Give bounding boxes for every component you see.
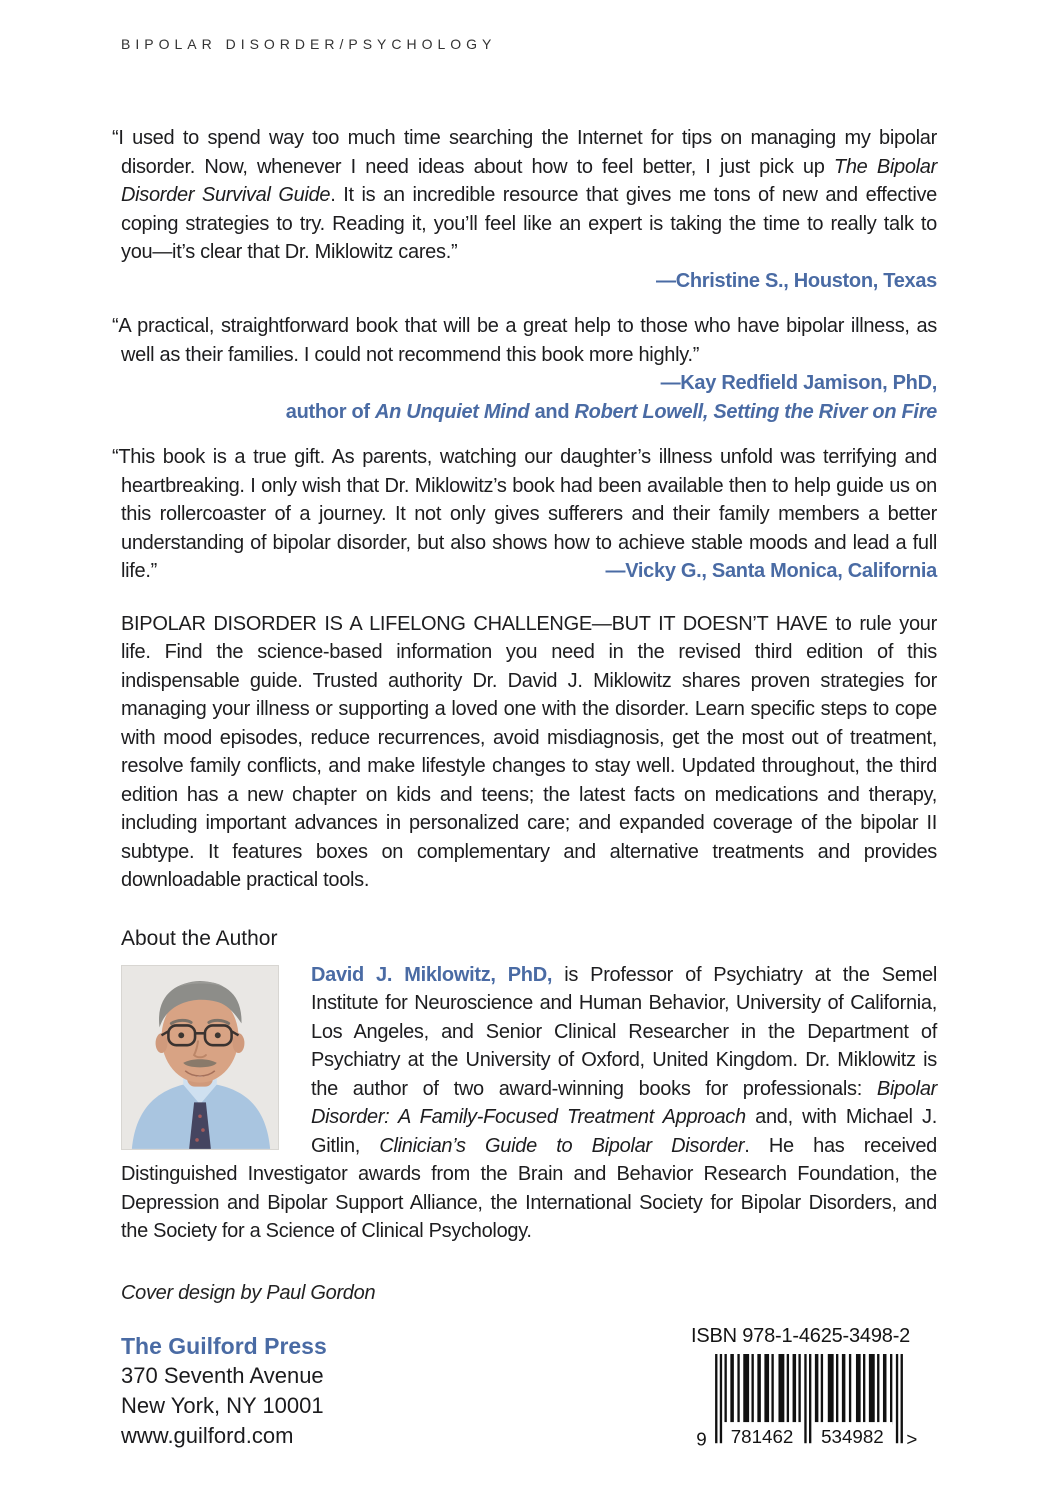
testimonial-1	[112, 124, 937, 295]
author-bio-text: David J. Miklowitz, PhD, is Professor of Psychiatry at the Semel Institute for Neuroscience and Human Behavior, University of California, Los Angeles, and Senior Clinical Researcher in the Department of Psychiatry at the University of Oxford, United Kingdom. Dr. Miklowitz is the author of two award-winning books for professionals: Bipolar Disorder: A Family-Focused Treatment Approach and, with Michael J. Gitlin, Clinician’s Guide to Bipolar Disorder. He has received Distinguished Investigator awards from the Brain and Behavior Research Foundation, the Depression and Bipolar Support Alliance, the International Society for Bipolar Disorders, and the Society for a Science of Clinical Psychology.	[121, 963, 937, 1242]
publisher-address-line2: New York, NY 10001	[121, 1393, 324, 1418]
about-the-author-section	[121, 925, 937, 1246]
testimonial-1-text: “I used to spend way too much time searching the Internet for tips on managing my bipolar disorder. Now, whenever I need ideas about how to feel better, I just pick up The Bipolar Disorder Survival Guide. It is an incredible resource that gives me tons of new and effective coping strategies to try. Reading it, you’ll feel like an expert is taking the time to really talk to you—it’s clear that Dr. Miklowitz cares.”	[112, 127, 937, 263]
testimonial-3-attribution: —Vicky G., Santa Monica, California	[605, 560, 937, 582]
testimonial-3	[112, 443, 937, 586]
category-header: BIPOLAR DISORDER/PSYCHOLOGY	[121, 36, 497, 52]
testimonial-1-attribution: —Christine S., Houston, Texas	[656, 269, 937, 292]
barcode-digit-group1: 781462	[730, 1426, 794, 1448]
isbn-block	[691, 1325, 937, 1462]
publisher-name: The Guilford Press	[121, 1333, 327, 1359]
book-description: BIPOLAR DISORDER IS A LIFELONG CHALLENGE—BUT IT DOESN’T HAVE to rule your life. Find the science-based information you need in the revised third edition of this indispensable guide. Trusted authority Dr. David J. Miklowitz shares proven strategies for managing your illness or supporting a loved one with the disorder. Learn specific steps to cope with mood episodes, reduce recurrences, avoid misdiagnosis, get the most out of treatment, resolve family conflicts, and make lifestyle changes to stay well. Updated throughout, the third edition has a new chapter on kids and teens; the latest facts on medications and therapy, including important advances in personalized care; and expanded coverage of the bipolar II subtype. It features boxes on complementary and alternative treatments and provides downloadable practical tools.	[121, 612, 937, 891]
footer-row	[121, 1325, 937, 1462]
testimonial-2-attribution-line2: author of An Unquiet Mind and Robert Lowell, Setting the River on Fire	[285, 400, 937, 423]
barcode	[693, 1354, 925, 1462]
testimonial-2	[112, 312, 937, 426]
barcode-digit-group2: 534982	[821, 1426, 884, 1448]
publisher-block	[121, 1331, 327, 1451]
testimonial-3-quote: “This book is a true gift. As parents, watching our daughter’s illness unfold was terrifying and heartbreaking. I only wish that Dr. Miklowitz’s book had been available then to help guide us on this rollercoaster of a journey. It not only gives sufferers and their family members a better understanding of bipolar disorder, but also shows how to achieve stable moods and lead a full life.”	[112, 446, 937, 582]
publisher-website: www.guilford.com	[121, 1423, 294, 1448]
author-bio-wrap	[121, 961, 937, 1246]
testimonial-2-attribution-line1: —Kay Redfield Jamison, PhD,	[660, 372, 937, 394]
cover-design-credit: Cover design by Paul Gordon	[121, 1282, 376, 1304]
barcode-digit-left: 9	[696, 1428, 707, 1450]
testimonial-3-text	[112, 443, 937, 586]
about-heading: About the Author	[121, 926, 278, 950]
barcode-arrow: >	[906, 1428, 918, 1450]
publisher-address-line1: 370 Seventh Avenue	[121, 1363, 324, 1388]
footer	[121, 1282, 937, 1462]
author-photo	[121, 965, 279, 1150]
isbn-label: ISBN 978-1-4625-3498-2	[691, 1325, 911, 1347]
testimonial-2-text: “A practical, straightforward book that will be a great help to those who have bipolar illness, as well as their families. I could not recommend this book more highly.”	[112, 315, 937, 366]
